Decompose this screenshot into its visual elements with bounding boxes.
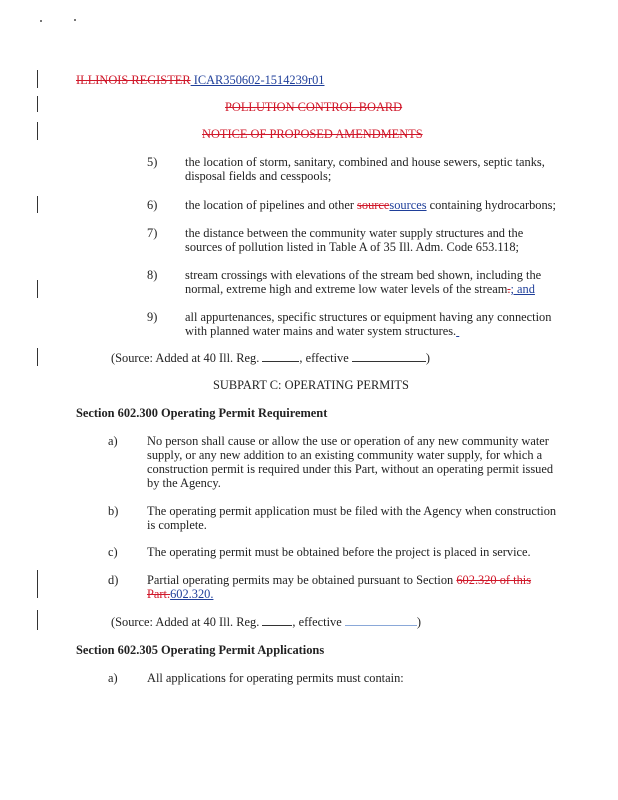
section-heading: Section 602.305 Operating Permit Applications [76,643,325,657]
change-bar [37,70,38,88]
item-number: 6) [147,198,158,212]
item-text: the location of storm, sanitary, combined and house sewers, septic tanks, [185,155,545,169]
text: the location of pipelines and other [185,198,358,212]
change-bar [37,348,38,366]
inserted-text: ICAR350602-1514239r01 [190,73,325,87]
item-text [185,324,459,339]
change-bar [37,280,38,298]
deleted-text: Part. [147,587,171,601]
deleted-text: . [507,282,511,296]
text: with planned water mains and water system structures. [185,324,457,338]
item-text [185,282,535,297]
text: (Source: Added at 40 Ill. Reg. [111,351,263,365]
item-text [147,573,531,588]
item-label: c) [108,545,118,559]
item-text: by the Agency. [147,476,221,490]
item-number: 5) [147,155,158,169]
item-label: a) [108,671,118,685]
item-text: the distance between the community water supply structures and the [185,226,524,240]
text: ) [416,615,421,629]
item-text: supply, or any new addition to an existing community water supply, for which a [147,448,543,462]
text: normal, extreme high and extreme low water levels of the stream [185,282,508,296]
blank-field [352,351,426,362]
item-text: All applications for operating permits must contain: [147,671,404,685]
inserted-text: 602.320. [170,587,214,601]
item-text: construction permit is required under this Part, without an operating permit issued [147,462,554,476]
change-bar [37,570,38,598]
change-bar [37,196,38,213]
item-text: stream crossings with elevations of the stream bed shown, including the [185,268,542,282]
text: , effective [292,615,345,629]
item-text: No person shall cause or allow the use or operation of any new community water [147,434,549,448]
item-number: 7) [147,226,158,240]
inserted-text [456,324,459,338]
text: , effective [299,351,352,365]
change-bar [37,610,38,630]
source-note [111,351,430,366]
register-header [76,73,325,88]
change-bar [37,96,38,112]
item-text: The operating permit must be obtained before the project is placed in service. [147,545,531,559]
notice-header: NOTICE OF PROPOSED AMENDMENTS [202,127,423,141]
blank-field [262,351,299,362]
item-label: a) [108,434,118,448]
inserted-text: sources [389,198,427,212]
blank-field [345,615,417,626]
scan-mark [74,19,76,21]
deleted-text: 602.320 of this [456,573,532,587]
change-bar [37,122,38,140]
agency-header: POLLUTION CONTROL BOARD [225,100,403,114]
section-heading: Section 602.300 Operating Permit Requirement [76,406,328,420]
text: ) [425,351,430,365]
text: (Source: Added at 40 Ill. Reg. [111,615,263,629]
scan-mark [40,20,42,22]
source-note [111,615,421,630]
text: containing hydrocarbons; [426,198,556,212]
inserted-text: ; and [510,282,535,296]
deleted-text: ILLINOIS REGISTER [76,73,191,87]
item-label: b) [108,504,119,518]
item-label: d) [108,573,119,587]
item-text: The operating permit application must be filed with the Agency when construction [147,504,557,518]
item-text [147,587,213,602]
item-text: disposal fields and cesspools; [185,169,332,183]
text: Partial operating permits may be obtained pursuant to Section [147,573,457,587]
item-text: is complete. [147,518,207,532]
subpart-title: SUBPART C: OPERATING PERMITS [213,378,409,392]
item-text [185,198,556,213]
item-text: all appurtenances, specific structures or equipment having any connection [185,310,552,324]
item-number: 9) [147,310,158,324]
deleted-text: source [357,198,390,212]
blank-field [262,615,292,626]
item-number: 8) [147,268,158,282]
item-text: sources of pollution listed in Table A of 35 Ill. Adm. Code 653.118; [185,240,519,254]
